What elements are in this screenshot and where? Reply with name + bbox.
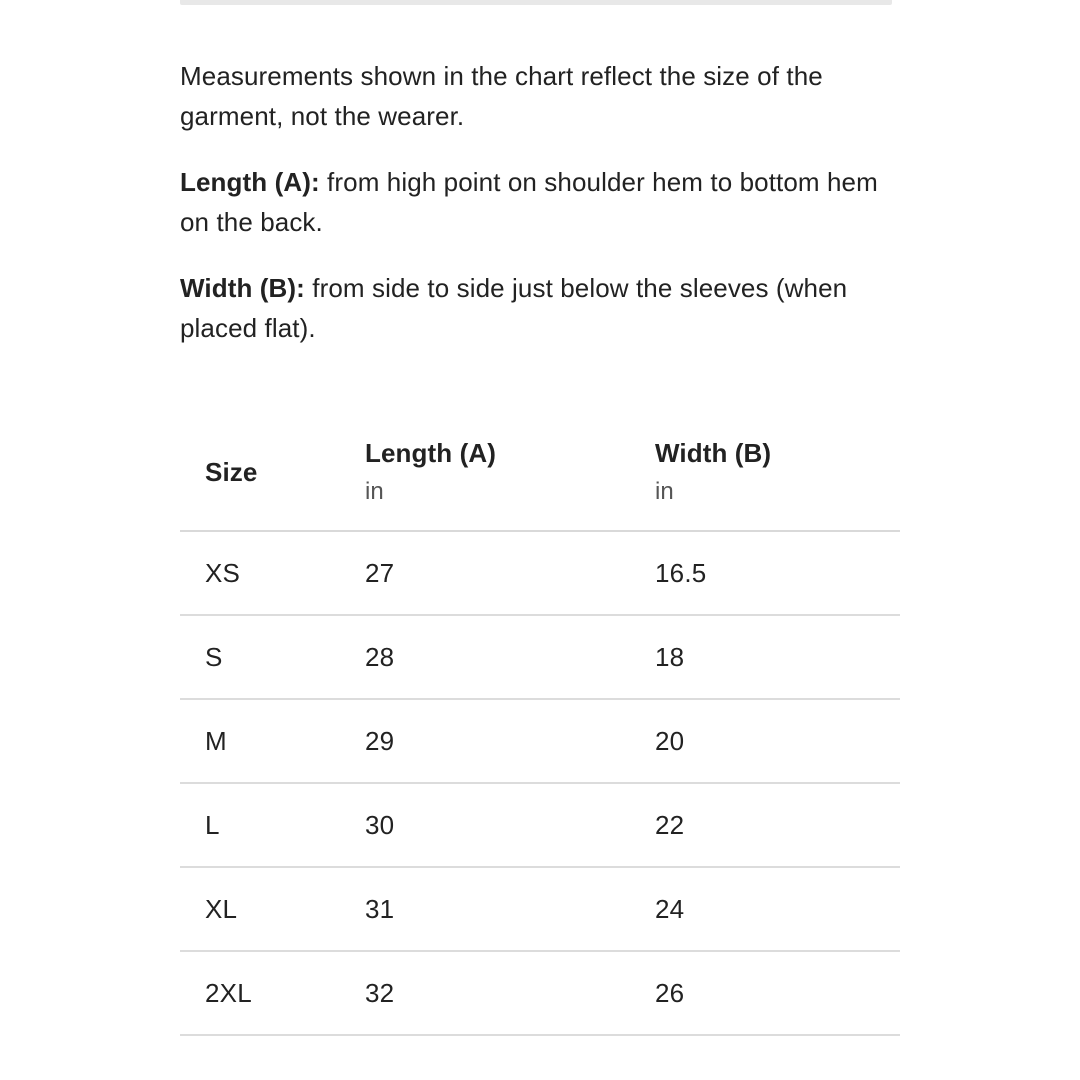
width-unit-label: in [655,478,674,505]
width-term: Width (B): [180,273,305,303]
width-definition-text [180,268,880,348]
width-cell: 18 [655,641,685,672]
table-row-m [180,699,900,783]
size-cell: S [205,641,223,672]
length-cell: 32 [365,977,395,1008]
table-row-s [180,615,900,699]
table-row-l [180,783,900,867]
width-cell: 22 [655,809,685,840]
width-cell: 26 [655,977,685,1008]
width-cell: 20 [655,725,685,756]
size-column-label: Size [205,457,258,487]
table-row-xl [180,867,900,951]
length-cell: 30 [365,809,395,840]
length-column-label: Length (A) [365,438,496,468]
length-cell: 28 [365,641,395,672]
width-cell: 16.5 [655,557,707,588]
width-description: from side to side just below the sleeves (when placed flat). [180,273,848,343]
table-row-xs [180,531,900,615]
size-chart-header [180,436,900,531]
col-header-size [180,436,365,531]
size-cell: M [205,725,227,756]
length-cell: 27 [365,557,395,588]
size-cell: XL [205,893,238,924]
size-chart-table [180,436,900,1036]
size-cell: XS [205,557,241,588]
length-cell: 31 [365,893,395,924]
width-cell: 24 [655,893,685,924]
measurement-note: Measurements shown in the chart reflect the size of the garment, not the wearer. [180,61,823,131]
length-cell: 29 [365,725,395,756]
length-term: Length (A): [180,167,320,197]
measurement-note-text [180,56,880,136]
panel-top-edge-bar [180,0,892,5]
table-row-2xl [180,951,900,1035]
size-cell: 2XL [205,977,252,1008]
header-row [180,436,900,531]
width-column-label: Width (B) [655,438,772,468]
length-description: from high point on shoulder hem to bottom hem on the back. [180,167,878,237]
size-cell: L [205,809,220,840]
col-header-length [365,436,655,531]
length-unit-label: in [365,478,384,505]
length-definition-text [180,162,880,242]
size-guide-content [180,56,892,1036]
col-header-width [655,436,900,531]
size-chart-body [180,531,900,1035]
